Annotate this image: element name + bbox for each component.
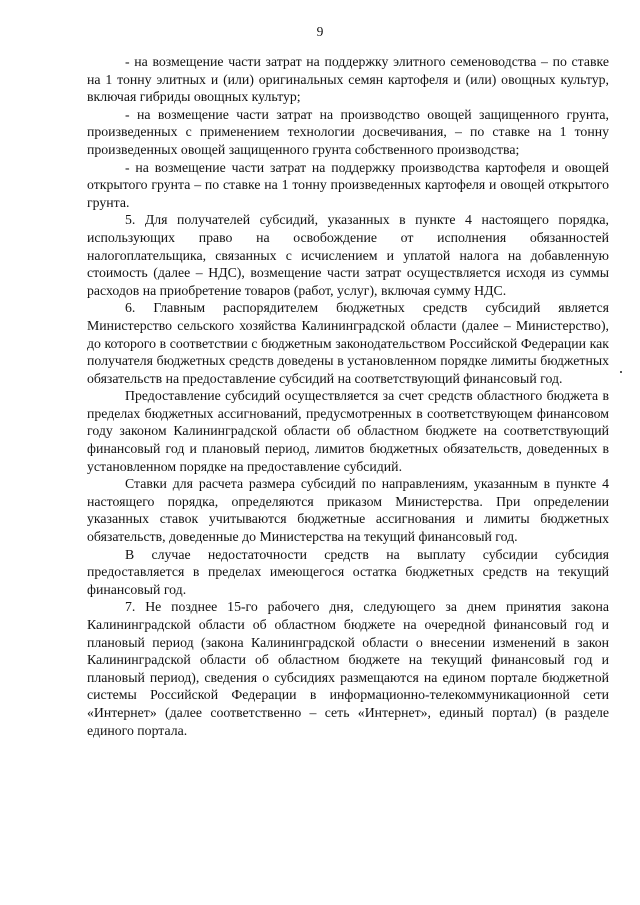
paragraph-bullet-greenhouse: - на возмещение части затрат на производство овощей защищенного грунта, произведенных с применением технологии досвечивания, – по ставке на 1 тонну произведенных овощей защищенного грунта собственного производства; [87,106,609,157]
page-number: 9 [316,24,324,39]
paragraph-budget-funding: Предоставление субсидий осуществляется за счет средств областного бюджета в пределах бюджетных ассигнований, предусмотренных в соответствующем финансовом году законом Калининградской области об областном бюджете на соответствующий финансовый год и плановый период, лимитов бюджетных обязательств, доведенных в установленном порядке на предоставление субсидий. [87,388,609,474]
paragraph-clause-5: 5. Для получателей субсидий, указанных в пункте 4 настоящего порядка, использующих право на освобождение от исполнения обязанностей налогоплательщика, связанных с исчислением и уплатой налога на добавленную стоимость (далее – НДС), возмещение части затрат осуществляется исходя из суммы расходов на приобретение товаров (работ, услуг), включая сумму НДС. [87,212,609,298]
paragraph-rates: Ставки для расчета размера субсидий по направлениям, указанным в пункте 4 настоящего порядка, определяются приказом Министерства. При определении указанных ставок учитываются бюджетные ассигнования и лимиты бюджетных обязательств, доведенные до Министерства на текущий финансовый год. [87,476,609,545]
scan-speck [620,371,622,373]
paragraph-insufficient-funds: В случае недостаточности средств на выплату субсидии субсидия предоставляется в пределах имеющегося остатка бюджетных средств на текущий финансовый год. [87,546,609,597]
paragraph-clause-6: 6. Главным распорядителем бюджетных средств субсидий является Министерство сельского хозяйства Калининградской области (далее – Министерство), до которого в соответствии с бюджетным законодательством Российской Федерации как получателя бюджетных средств доведены в установленном порядке лимиты бюджетных обязательств на предоставление субсидий на соответствующий финансовый год. [87,300,609,386]
paragraph-bullet-open-ground: - на возмещение части затрат на поддержку производства картофеля и овощей открытого грунта – по ставке на 1 тонну произведенных картофеля и овощей открытого грунта. [87,159,609,210]
body-text [87,53,609,739]
paragraph-clause-7: 7. Не позднее 15-го рабочего дня, следующего за днем принятия закона Калининградской области об областном бюджете на очередной финансовый год и плановый период (закона Калининградской области о внесении изменений в закон Калининградской области об областном бюджете на текущий финансовый год и плановый период), сведения о субсидиях размещаются на едином портале бюджетной системы Российской Федерации в информационно-телекоммуникационной сети «Интернет» (далее соответственно – сеть «Интернет», единый портал) (в разделе единого портала. [87,599,609,738]
paragraph-bullet-elite-seed: - на возмещение части затрат на поддержку элитного семеноводства – по ставке на 1 тонну элитных и (или) оригинальных семян картофеля и (или) овощных культур, включая гибриды овощных культур; [87,54,609,105]
